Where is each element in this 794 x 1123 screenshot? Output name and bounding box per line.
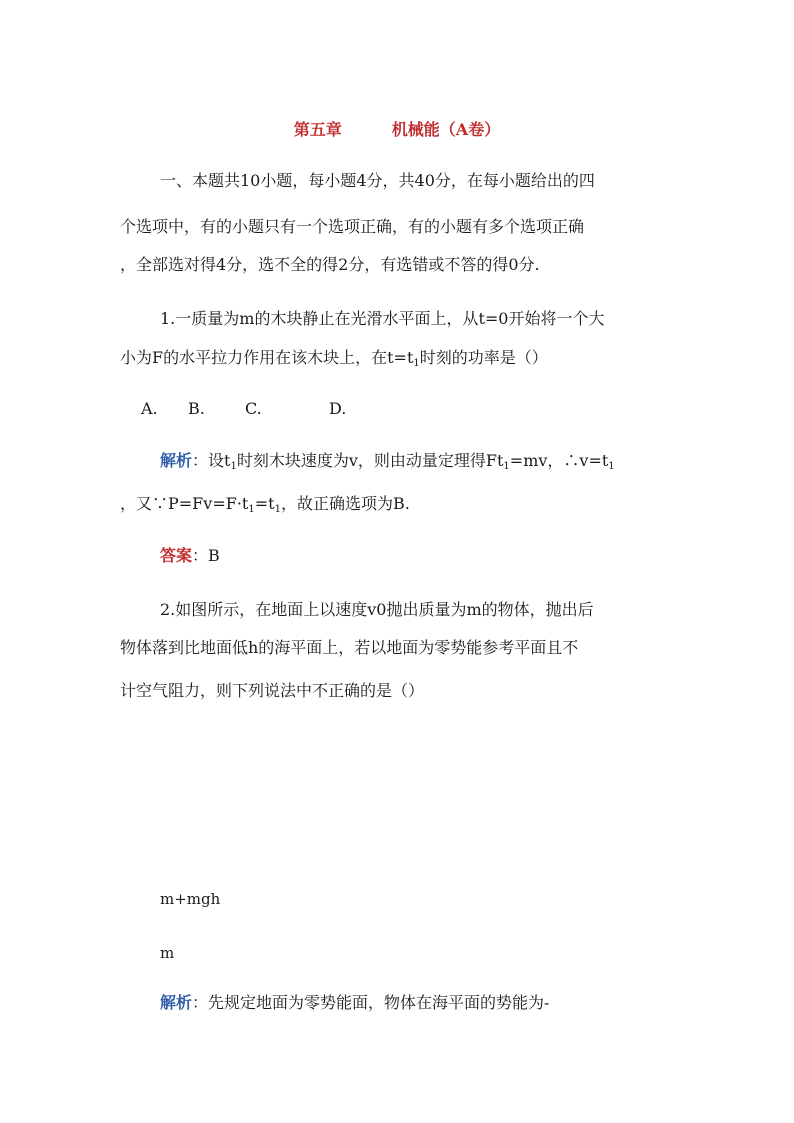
intro-line-1: 一、本题共10小题，每小题4分，共40分，在每小题给出的四 — [160, 171, 595, 190]
q1-analysis-line-1: 解析：设$t_1$时刻木块速度为v，则由动量定理得$Ft_1=mv$，$\therefore v=t_1$ — [160, 451, 615, 472]
q2-stem-line-3: 计空气阻力，则下列说法中不正确的是（） — [120, 681, 425, 700]
q2-stem-line-1: 2.如图所示，在地面上以速度v0抛出质量为m的物体，抛出后 — [160, 600, 594, 619]
chapter-label: 第五章 — [293, 120, 342, 139]
option-b: B. — [188, 399, 205, 418]
q1-analysis-line-2: ，又$\because P=Fv=F\cdot t_1=t_1$，故正确选项为B. — [120, 494, 410, 515]
page-title — [0, 117, 794, 140]
q1-answer: 答案：B — [160, 546, 220, 565]
q1-stem-line-2: 小为F的水平拉力作用在该木块上，在$t=t_1$时刻的功率是（） — [120, 348, 548, 369]
option-d: D. — [329, 399, 347, 418]
analysis-label: 解析 — [160, 451, 193, 470]
option-a: A. — [141, 399, 158, 418]
q2-analysis-line-1: 解析：先规定地面为零势能面，物体在海平面的势能为- — [160, 993, 550, 1012]
q1-options — [141, 398, 346, 420]
intro-line-2: 个选项中，有的小题只有一个选项正确，有的小题有多个选项正确 — [120, 217, 585, 236]
answer-label: 答案 — [160, 546, 193, 565]
q2-fragment-2: m — [160, 944, 175, 962]
chapter-topic: 机械能（A卷） — [391, 120, 501, 139]
q1-stem-line-1: 1.一质量为m的木块静止在光滑水平面上，从t=0开始将一个大 — [160, 309, 605, 328]
intro-line-3: ，全部选对得4分，选不全的得2分，有选错或不答的得0分. — [120, 255, 540, 274]
analysis-label: 解析 — [160, 993, 193, 1012]
q2-stem-line-2: 物体落到比地面低h的海平面上，若以地面为零势能参考平面且不 — [120, 638, 579, 657]
option-c: C. — [245, 399, 262, 418]
q2-fragment-1: m+mgh — [160, 890, 221, 908]
